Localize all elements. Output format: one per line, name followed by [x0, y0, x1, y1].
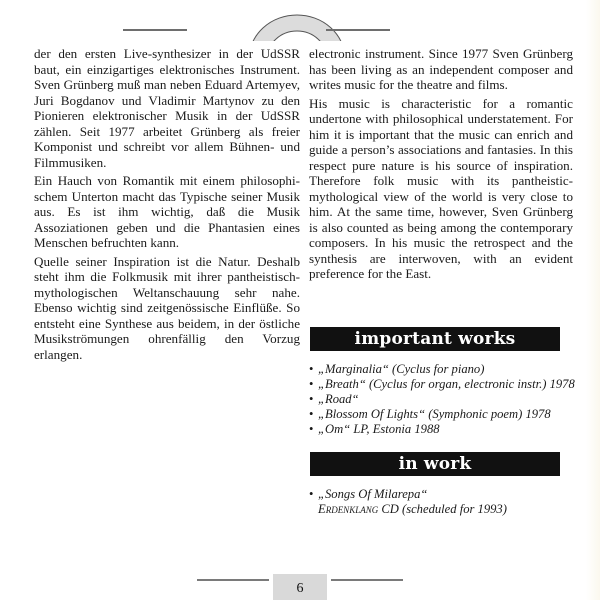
list-item [306, 422, 576, 437]
german-paragraph-1: der den ersten Live-synthesizer in der UdSSR baut, ein einzigartiges elektronisches Instrument. Sven Grünberg muß man neben Eduard Artemyev, Juri Bogdanov und Vladimir Martynov zu den Pionieren elektronischer Musik in der UdSSR zählen. Seit 1977 arbeitet Grünberg als freier Komponist und schreibt vor allem Bühnen- und Filmmusiken. [34, 46, 300, 170]
german-paragraph-3: Quelle seiner Inspiration ist die Natur. Deshalb steht ihm die Folkmusik mit ihrer pantheistisch-mythologischen Weltanschauung sehr nahe. Ebenso wichtig sind zeitgenössische Einflüße. So entsteht eine Synthese aus beidem, in der östliche Musikströmungen ohrenfällig den Vorzug erlangen. [34, 253, 300, 362]
release-detail: CD (scheduled for 1993) [381, 502, 507, 516]
header-rule-left [123, 29, 187, 31]
english-text-column [309, 46, 573, 285]
english-paragraph-2: His music is characteristic for a romantic undertone with philosophical understatement. For him it is important that the music can enrich and guide a person’s associations and fantasies. In this respect pure nature is his source of inspiration. Therefore folk music with its pantheistic-mythological view of the world is very close to him. At the same time, however, Sven Grünberg is also counted as being among the contemporary composers. In his music the retrospect and the synthesis are interwoven, with an evident preference for the East. [309, 95, 573, 281]
work-title: „Blossom Of Lights“ (Symphonic poem) 1978 [318, 407, 551, 421]
work-title: „Om“ LP, Estonia 1988 [318, 422, 440, 436]
page-edge-tint [586, 0, 600, 600]
bullet-icon: • [309, 377, 314, 391]
list-item [306, 392, 576, 407]
work-title: „Breath“ (Cyclus for organ, electronic instr.) 1978 [318, 377, 575, 391]
in-work-heading: in work [310, 452, 560, 476]
work-title: „Road“ [318, 392, 359, 406]
footer-rule-right [331, 579, 403, 581]
list-item [306, 377, 576, 392]
english-paragraph-1: electronic instrument. Since 1977 Sven Grünberg has been living as an independent composer and writes music for the theatre and films. [309, 46, 573, 92]
bullet-icon: • [309, 407, 314, 421]
important-works-list [306, 362, 576, 437]
german-paragraph-2: Ein Hauch von Romantik mit einem philosophischem Unterton macht das Typische seiner Musik aus. Es ist ihm wichtig, daß die Musik Assoziationen geben und die Phantasien eines Menschen befruchten kann. [34, 173, 300, 250]
list-item [306, 362, 576, 377]
bullet-icon: • [309, 392, 314, 406]
bullet-icon: • [309, 362, 314, 376]
in-work-list [306, 487, 576, 517]
header-rule-right [326, 29, 390, 31]
list-item [306, 407, 576, 422]
page-number: 6 [273, 574, 327, 600]
footer-rule-left [197, 579, 269, 581]
record-label: Erdenklang [318, 502, 379, 516]
bullet-icon: • [309, 487, 314, 501]
german-text-column [34, 46, 300, 365]
work-title: „Songs Of Milarepa“ [318, 487, 428, 501]
important-works-heading: important works [310, 327, 560, 351]
arch-ornament-icon [249, 11, 345, 41]
bullet-icon: • [309, 422, 314, 436]
list-item [306, 487, 576, 517]
work-title: „Marginalia“ (Cyclus for piano) [318, 362, 485, 376]
